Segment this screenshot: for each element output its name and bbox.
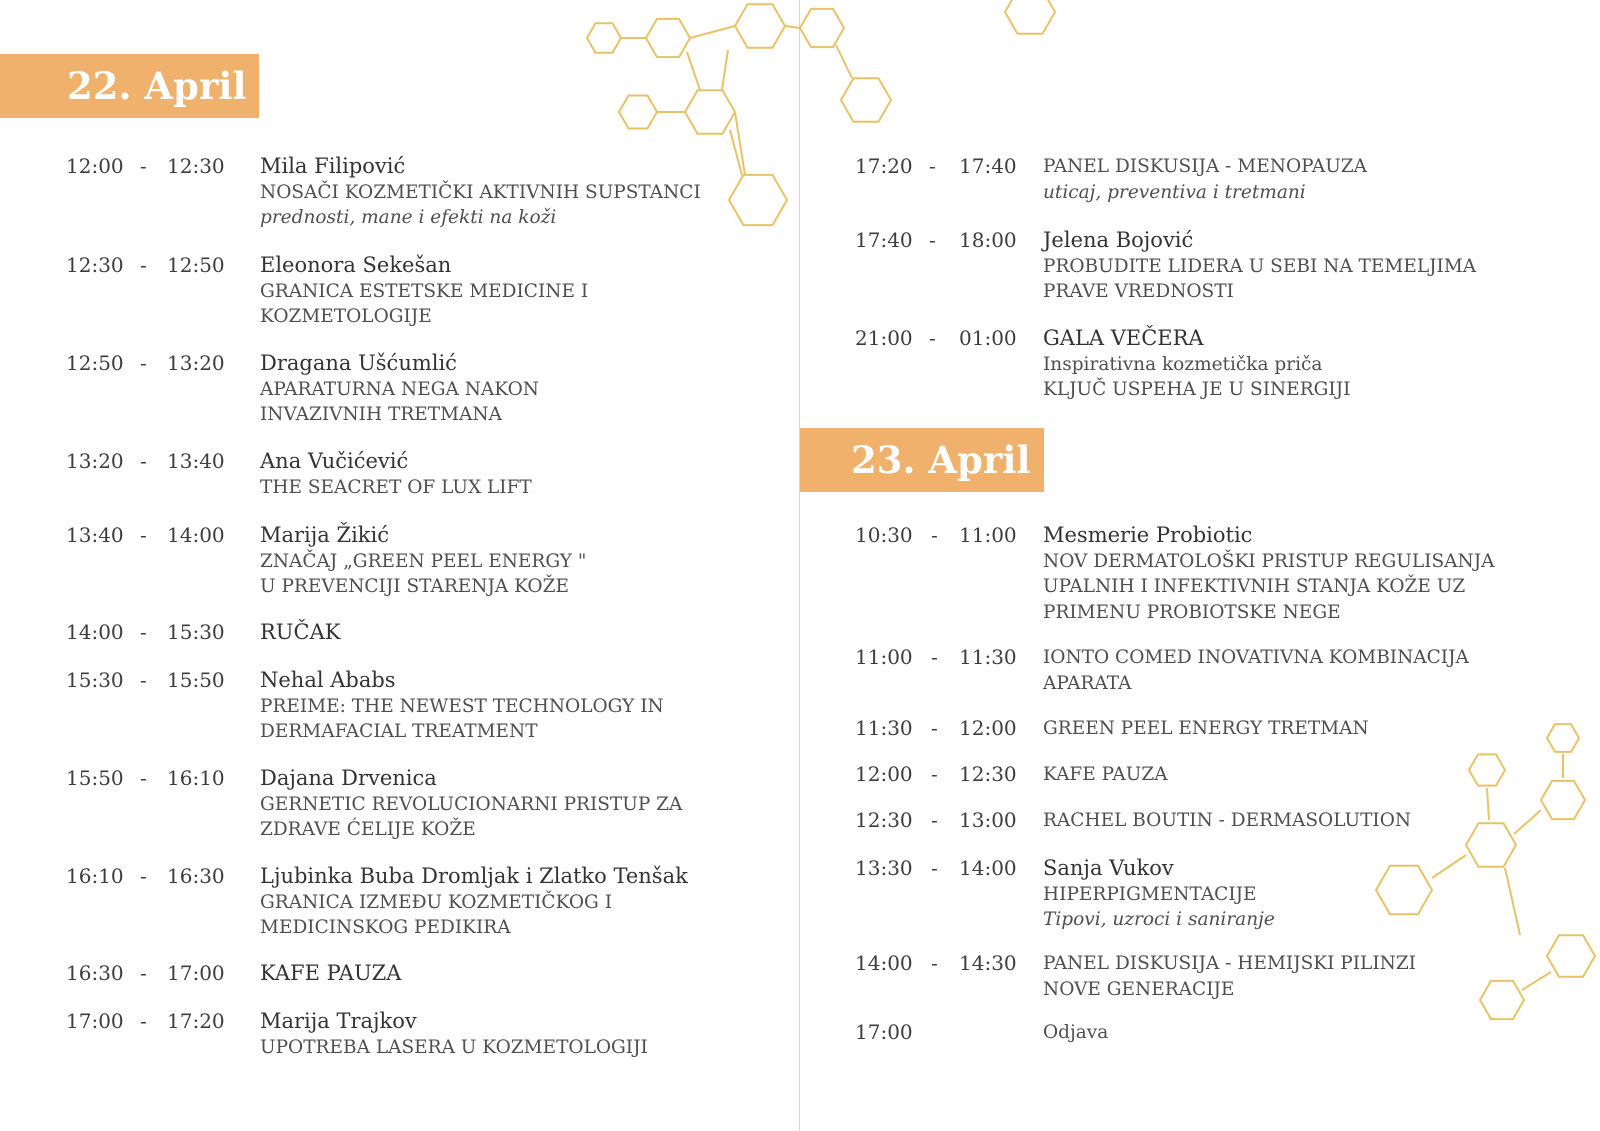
start-time: 17:00 [855,1020,913,1044]
start-time: 17:00 [66,1009,124,1033]
time-separator: - [140,1009,147,1033]
start-time: 16:30 [66,961,124,985]
start-time: 21:00 [855,326,913,350]
session-title: DERMAFACIAL TREATMENT [260,721,538,742]
end-time: 14:00 [959,856,1017,880]
session-title: MEDICINSKOG PEDIKIRA [260,917,511,938]
session-title: PREIME: THE NEWEST TECHNOLOGY IN [260,695,664,717]
session-title: PRIMENU PROBIOTSKE NEGE [1043,601,1341,623]
session-speaker: GALA VEČERA [1043,326,1204,350]
session-description [260,620,720,646]
session-title: APARATURNA NEGA NAKON [260,378,539,400]
session-title: INVAZIVNIH TRETMANA [260,404,502,425]
session-title: PANEL DISKUSIJA - MENOPAUZA [1043,156,1368,177]
session-speaker: Ljubinka Buba Dromljak i Zlatko Tenšak [260,864,688,888]
session-title: GERNETIC REVOLUCIONARNI PRISTUP ZA [260,793,683,815]
start-time: 13:30 [855,856,913,880]
session-title: THE SEACRET OF LUX LIFT [260,476,532,498]
hexagon-connector [722,50,728,90]
start-time: 10:30 [855,523,913,547]
session-title: GREEN PEEL ENERGY TRETMAN [1043,718,1369,739]
session-description [260,449,720,500]
session-title: ZNAČAJ „GREEN PEEL ENERGY " [260,550,587,572]
session-speaker: Ana Vučićević [260,449,409,473]
hexagon-shape [619,96,657,129]
hexagon-connector [1514,810,1541,834]
end-time: 17:00 [167,961,225,985]
session-description [1043,856,1503,933]
end-time: 12:30 [959,762,1017,786]
time-separator: - [140,351,147,375]
time-separator: - [140,864,147,888]
time-separator: - [140,523,147,547]
start-time: 12:00 [855,762,913,786]
session-description [1043,951,1503,1002]
time-separator: - [931,808,938,832]
start-time: 12:00 [66,154,124,178]
time-separator: - [931,951,938,975]
hexagon-connector [785,26,800,28]
start-time: 13:40 [66,523,124,547]
end-time: 16:10 [167,766,225,790]
end-time: 17:40 [959,154,1017,178]
session-title: PROBUDITE LIDERA U SEBI NA TEMELJIMA [1043,255,1477,277]
hexagon-shape [1547,724,1579,752]
session-subtitle: Tipovi, uzroci i saniranje [1043,909,1275,930]
hexagon-shape [800,9,844,47]
end-time: 18:00 [959,228,1017,252]
start-time: 15:30 [66,668,124,692]
session-title: U PREVENCIJI STARENJA KOŽE [260,576,569,597]
session-title: RACHEL BOUTIN - DERMASOLUTION [1043,810,1412,831]
time-separator: - [931,523,938,547]
end-time: 13:20 [167,351,225,375]
start-time: 14:00 [66,620,124,644]
session-description [260,864,720,941]
session-speaker: KAFE PAUZA [260,961,402,985]
end-time: 12:30 [167,154,225,178]
session-speaker: Dajana Drvenica [260,766,437,790]
session-description [1043,1020,1503,1046]
session-description [1043,326,1503,403]
session-subtitle: uticaj, preventiva i tretmani [1043,181,1306,203]
session-title: PANEL DISKUSIJA - HEMIJSKI PILINZI [1043,953,1416,974]
session-description [260,766,720,843]
hexagon-shape [841,78,891,121]
time-separator: - [929,154,936,178]
session-speaker: Dragana Ušćumlić [260,351,457,375]
session-description [260,961,720,987]
hexagon-shape [646,19,690,57]
session-description [1043,523,1503,625]
session-speaker: Mila Filipović [260,154,406,178]
session-title: Inspirativna kozmetička priča [1043,353,1323,375]
session-title: KAFE PAUZA [1043,764,1168,785]
session-title: ZDRAVE ĆELIJE KOŽE [260,819,476,840]
session-title: APARATA [1043,672,1132,694]
hexagon-connector [730,130,742,175]
start-time: 12:50 [66,351,124,375]
start-time: 17:40 [855,228,913,252]
end-time: 12:00 [959,716,1017,740]
hexagon-shape [587,23,621,52]
time-separator: - [140,766,147,790]
end-time: 11:00 [959,523,1017,547]
session-speaker: Nehal Ababs [260,668,396,692]
session-title: GRANICA IZMEĐU KOZMETIČKOG I [260,891,613,913]
session-description [1043,762,1503,788]
time-separator: - [929,326,936,350]
session-description [260,668,720,745]
hexagon-shape [729,175,787,225]
start-time: 16:10 [66,864,124,888]
session-title: IONTO COMED INOVATIVNA KOMBINACIJA [1043,647,1469,668]
session-speaker: Marija Žikić [260,523,389,547]
session-title: NOSAČI KOZMETIČKI AKTIVNIH SUPSTANCI [260,181,701,203]
time-separator: - [140,449,147,473]
time-separator: - [931,762,938,786]
time-separator: - [929,228,936,252]
session-title: KLJUČ USPEHA JE U SINERGIJI [1043,379,1351,400]
hexagon-connector [1505,868,1520,935]
session-title: UPALNIH I INFEKTIVNIH STANJA KOŽE UZ [1043,576,1466,597]
end-time: 12:50 [167,253,225,277]
start-time: 15:50 [66,766,124,790]
session-title: Odjava [1043,1022,1109,1043]
end-time: 15:50 [167,668,225,692]
session-description [260,523,720,600]
session-speaker: Eleonora Sekešan [260,253,452,277]
hexagon-shape [685,90,735,133]
session-speaker: Mesmerie Probiotic [1043,523,1253,547]
time-separator: - [140,668,147,692]
hexagon-shape [735,4,785,47]
hexagon-shape [1541,781,1585,819]
session-speaker: RUČAK [260,620,341,644]
time-separator: - [140,961,147,985]
hexagon-connector [1522,972,1551,990]
hexagon-shape [1005,0,1055,34]
session-description [1043,716,1503,742]
start-time: 12:30 [855,808,913,832]
session-title: UPOTREBA LASERA U KOZMETOLOGIJI [260,1036,648,1058]
hexagon-connector [687,52,700,90]
start-time: 11:00 [855,645,913,669]
time-separator: - [931,645,938,669]
hexagon-shape [1547,935,1595,977]
session-description [1043,808,1503,834]
time-separator: - [140,154,147,178]
end-time: 11:30 [959,645,1017,669]
session-description [1043,228,1503,305]
session-speaker: Marija Trajkov [260,1009,417,1033]
start-time: 14:00 [855,951,913,975]
session-speaker: Jelena Bojović [1043,228,1194,252]
time-separator: - [140,620,147,644]
end-time: 15:30 [167,620,225,644]
session-title: KOZMETOLOGIJE [260,306,432,327]
day-banner-23-april: 23. April [800,428,1044,492]
end-time: 17:20 [167,1009,225,1033]
time-separator: - [931,716,938,740]
session-description [1043,645,1503,696]
session-title: PRAVE VREDNOSTI [1043,281,1234,302]
session-title: NOVE GENERACIJE [1043,978,1235,1000]
session-title: GRANICA ESTETSKE MEDICINE I [260,280,589,302]
time-separator: - [931,856,938,880]
session-description [260,351,720,428]
session-description [260,154,720,231]
start-time: 11:30 [855,716,913,740]
end-time: 16:30 [167,864,225,888]
end-time: 14:00 [167,523,225,547]
session-description [260,253,720,330]
end-time: 13:00 [959,808,1017,832]
end-time: 14:30 [959,951,1017,975]
session-description [1043,154,1503,205]
day-banner-22-april: 22. April [0,54,259,118]
start-time: 17:20 [855,154,913,178]
session-title: NOV DERMATOLOŠKI PRISTUP REGULISANJA [1043,550,1495,572]
hexagon-connector [690,26,735,38]
start-time: 12:30 [66,253,124,277]
session-description [260,1009,720,1060]
time-separator: - [140,253,147,277]
session-title: HIPERPIGMENTACIJE [1043,883,1257,905]
end-time: 01:00 [959,326,1017,350]
session-subtitle: prednosti, mane i efekti na koži [260,207,557,228]
start-time: 13:20 [66,449,124,473]
session-speaker: Sanja Vukov [1043,856,1174,880]
end-time: 13:40 [167,449,225,473]
hexagon-connector [836,45,852,78]
